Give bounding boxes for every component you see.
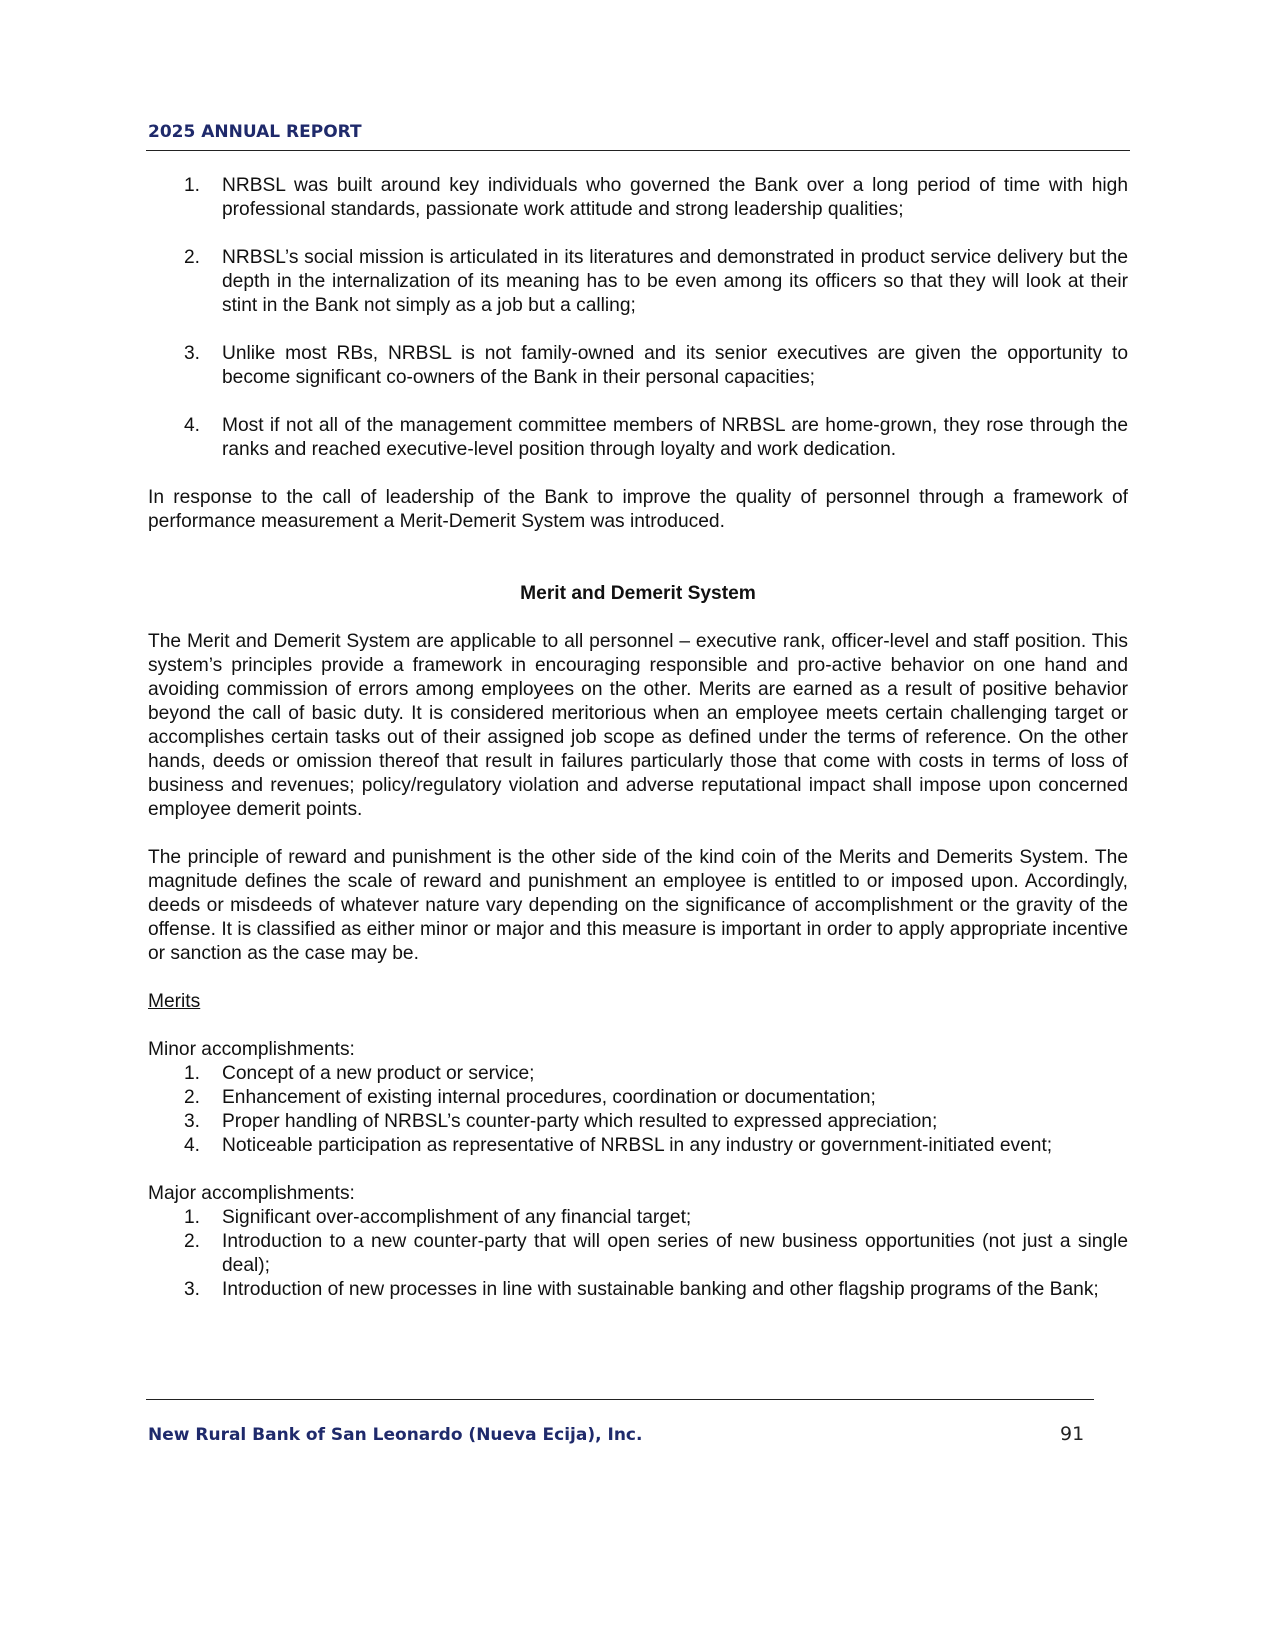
list-item-text: NRBSL was built around key individuals who governed the Bank over a long period of time with high professional standards, passionate work attitude and strong leadership qualities;	[222, 175, 1128, 220]
list-item	[148, 342, 1128, 390]
list-item-text: Proper handling of NRBSL’s counter-party which resulted to expressed appreciation;	[222, 1111, 938, 1132]
list-item-text: Introduction to a new counter-party that will open series of new business opportunities (not just a single deal);	[222, 1231, 1128, 1276]
merits-heading: Merits	[148, 991, 201, 1012]
response-paragraph: In response to the call of leadership of the Bank to improve the quality of personnel through a framework of performance measurement a Merit-Demerit System was introduced.	[148, 487, 1128, 532]
list-item-number: 1.	[184, 1063, 201, 1084]
list-item-text: Significant over-accomplishment of any financial target;	[222, 1207, 692, 1228]
page-content	[148, 174, 1128, 1302]
list-item-text: Noticeable participation as representative of NRBSL in any industry or government-initiated event;	[222, 1135, 1053, 1156]
list-item	[148, 246, 1128, 318]
list-item-number: 2.	[184, 1231, 201, 1252]
minor-accomplishments-label: Minor accomplishments:	[148, 1039, 355, 1060]
list-item-number: 2.	[184, 247, 201, 268]
list-item-number: 3.	[184, 1279, 201, 1300]
list-item-number: 4.	[184, 415, 201, 436]
reward-punishment-paragraph: The principle of reward and punishment is the other side of the kind coin of the Merits and Demerits System. The magnitude defines the scale of reward and punishment an employee is entitled to or imposed upon. Accordingly, deeds or misdeeds of whatever nature vary depending on the significance of accomplishment or the gravity of the offense. It is classified as either minor or major and this measure is important in order to apply appropriate incentive or sanction as the case may be.	[148, 847, 1128, 964]
list-item-number: 3.	[184, 1111, 201, 1132]
page-number: 91	[1060, 1423, 1085, 1445]
header-divider	[146, 150, 1130, 151]
list-item-text: Most if not all of the management committee members of NRBSL are home-grown, they rose through the ranks and reached executive-level position through loyalty and work dedication.	[222, 415, 1128, 460]
list-item-number: 2.	[184, 1087, 201, 1108]
report-header-title: 2025 ANNUAL REPORT	[148, 122, 362, 142]
list-item-text: Enhancement of existing internal procedures, coordination or documentation;	[222, 1087, 876, 1108]
list-item	[148, 1230, 1128, 1278]
list-item	[148, 1134, 1128, 1158]
list-item-number: 4.	[184, 1135, 201, 1156]
intro-list	[148, 174, 1128, 462]
list-item-number: 3.	[184, 343, 201, 364]
list-item-number: 1.	[184, 175, 201, 196]
list-item	[148, 1278, 1128, 1302]
list-item-text: Unlike most RBs, NRBSL is not family-owned and its senior executives are given the opportunity to become significant co-owners of the Bank in their personal capacities;	[222, 343, 1128, 388]
footer-bank-name: New Rural Bank of San Leonardo (Nueva Ecija), Inc.	[148, 1425, 643, 1445]
major-accomplishments-list	[148, 1206, 1128, 1302]
list-item	[148, 414, 1128, 462]
footer-divider	[146, 1399, 1094, 1400]
minor-accomplishments-list	[148, 1062, 1128, 1158]
list-item	[148, 1110, 1128, 1134]
list-item	[148, 1206, 1128, 1230]
system-description-paragraph: The Merit and Demerit System are applicable to all personnel – executive rank, officer-level and staff position. This system’s principles provide a framework in encouraging responsible and pro-active behavior on one hand and avoiding commission of errors among employees on the other. Merits are earned as a result of positive behavior beyond the call of basic duty. It is considered meritorious when an employee meets certain challenging target or accomplishes certain tasks out of their assigned job scope as defined under the terms of reference. On the other hands, deeds or omission thereof that result in failures particularly those that come with costs in terms of loss of business and revenues; policy/regulatory violation and adverse reputational impact shall impose upon concerned employee demerit points.	[148, 631, 1128, 820]
list-item-text: NRBSL’s social mission is articulated in its literatures and demonstrated in product service delivery but the depth in the internalization of its meaning has to be even among its officers so that they will look at their stint in the Bank not simply as a job but a calling;	[222, 247, 1128, 316]
list-item-number: 1.	[184, 1207, 201, 1228]
major-accomplishments-label: Major accomplishments:	[148, 1183, 355, 1204]
list-item	[148, 1062, 1128, 1086]
list-item-text: Introduction of new processes in line with sustainable banking and other flagship programs of the Bank;	[222, 1279, 1099, 1300]
section-heading: Merit and Demerit System	[520, 583, 756, 604]
list-item	[148, 1086, 1128, 1110]
list-item-text: Concept of a new product or service;	[222, 1063, 535, 1084]
list-item	[148, 174, 1128, 222]
